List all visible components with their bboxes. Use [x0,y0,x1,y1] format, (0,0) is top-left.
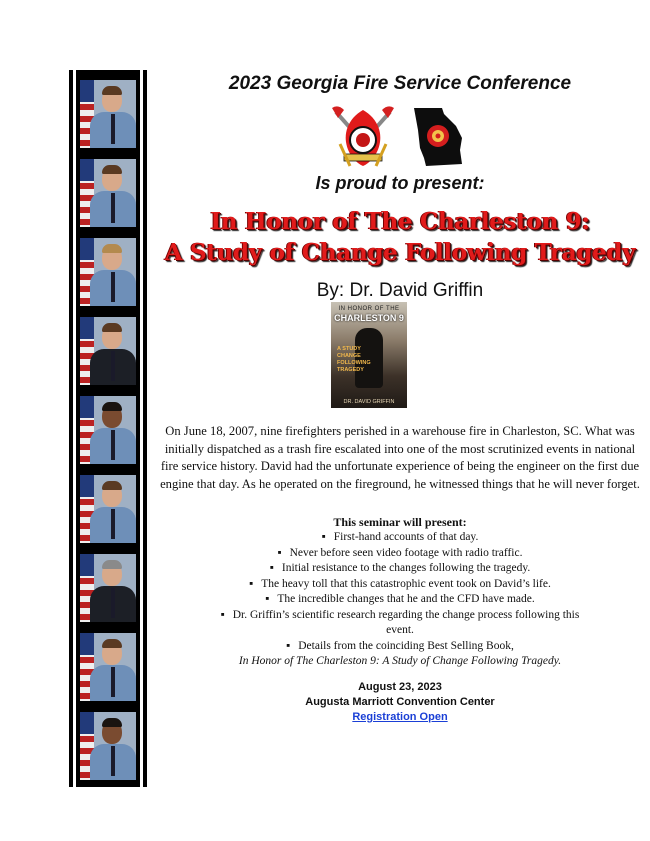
headline-line-2: A Study of Change Following Tragedy [164,239,636,266]
book-cover-author: DR. DAVID GRIFFIN [343,399,395,405]
story-paragraph: On June 18, 2007, nine firefighters perished in a warehouse fire in Charleston, SC. What was initially dispatched as a trash fire escalated into one of the most scrutinized events in national fire service history. David had the unfortunate experience of being the engineer on the first due engine that day. As he operated on the fireground, he witnessed things that he will never forget. [160,424,640,491]
list-item: ▪ First-hand accounts of that day. [158,530,642,546]
seminar-list [158,530,642,670]
list-item: ▪ The incredible changes that he and the CFD have made. [158,592,642,608]
georgia-state-map-icon [414,108,462,166]
film-strip-edge-left [73,70,76,787]
film-strip [69,70,147,787]
conference-title: 2023 Georgia Fire Service Conference [228,73,572,94]
event-date: August 23, 2023 [358,681,442,693]
list-item: ▪ Dr. Griffin’s scientific research regarding the change process following this event. [158,608,642,639]
logos-row [150,104,650,170]
firefighter-portrait-2 [80,159,136,227]
event-venue: Augusta Marriott Convention Center [305,696,495,708]
event-headline [150,206,650,268]
seminar-heading: This seminar will present: [333,515,467,529]
list-item: ▪ Never before seen video footage with radio traffic. [158,546,642,562]
registration-link[interactable]: Registration Open [352,711,448,723]
firefighter-portrait-9 [80,712,136,780]
list-item: ▪ Details from the coinciding Best Selling Book, [158,639,642,655]
fire-department-emblem-icon [332,106,394,166]
presenting-line: Is proud to present: [315,173,485,193]
firefighter-portrait-5 [80,396,136,464]
firefighter-portrait-4 [80,317,136,385]
registration-container [150,711,650,723]
list-item: ▪ The heavy toll that this catastrophic event took on David’s life. [158,577,642,593]
book-cover-top-text: IN HONOR OF THE [338,306,400,312]
firefighter-portrait-7 [80,554,136,622]
firefighter-portrait-6 [80,475,136,543]
book-cover-title: CHARLESTON 9 [334,313,404,323]
book-cover-image [331,302,407,408]
firefighter-portrait-3 [80,238,136,306]
book-cover-subtitle: A STUDY CHANGE FOLLOWING TRAGEDY [337,346,371,373]
film-strip-edge-right [140,70,143,787]
list-item: ▪ Initial resistance to the changes following the tragedy. [158,561,642,577]
firefighter-portrait-8 [80,633,136,701]
byline: By: Dr. David Griffin [316,280,484,301]
firefighter-portrait-1 [80,80,136,148]
headline-line-1: In Honor of The Charleston 9: [210,208,590,235]
book-title-reference: In Honor of The Charleston 9: A Study of Change Following Tragedy. [238,655,562,667]
